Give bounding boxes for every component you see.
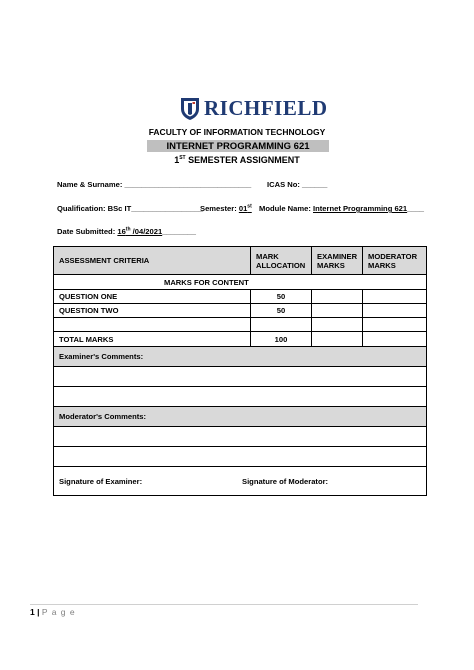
table-row (54, 290, 427, 304)
examiner-comments-line[interactable] (54, 387, 427, 407)
semester-suffix: ST (179, 155, 186, 161)
page-number: 1 (30, 607, 35, 617)
question-two-moderator-cell[interactable] (363, 304, 427, 318)
semester-assignment-text: SEMESTER ASSIGNMENT (185, 155, 300, 165)
logo-text: RICHFIELD (204, 96, 328, 120)
semester-label: Semester: (200, 204, 239, 213)
moderator-comments-input[interactable] (54, 447, 427, 467)
page-word: P a g e (41, 607, 76, 617)
table-row (54, 304, 427, 318)
question-one-marks: 50 (251, 290, 312, 304)
page-footer (30, 607, 76, 617)
moderator-comments-input[interactable] (54, 427, 427, 447)
module-title-bar (147, 140, 329, 152)
examiner-comments-line[interactable] (54, 367, 427, 387)
examiner-comments-header-row (54, 347, 427, 367)
footer-divider (30, 604, 418, 605)
header-examiner-marks: EXAMINER MARKS (312, 247, 363, 275)
shield-icon (180, 97, 200, 121)
blank-cell[interactable] (363, 318, 427, 332)
question-one-examiner-cell[interactable] (312, 290, 363, 304)
date-trail: ________ (162, 227, 196, 236)
examiner-signature-label: Signature of Examiner: (59, 477, 143, 486)
semester-assignment-title (0, 155, 474, 165)
module-title: INTERNET PROGRAMMING 621 (166, 140, 310, 152)
question-one-label: QUESTION ONE (54, 290, 251, 304)
icas-number-field[interactable]: ICAS No: ______ (267, 180, 328, 189)
question-two-label: QUESTION TWO (54, 304, 251, 318)
header-moderator-marks: MODERATOR MARKS (363, 247, 427, 275)
question-one-moderator-cell[interactable] (363, 290, 427, 304)
module-name-trail: ____ (407, 204, 425, 213)
moderator-signature-label: Signature of Moderator: (242, 477, 329, 486)
assessment-table (53, 246, 427, 496)
total-moderator-cell[interactable] (363, 332, 427, 347)
examiner-comments-input[interactable] (54, 367, 427, 387)
faculty-title: FACULTY OF INFORMATION TECHNOLOGY (148, 127, 326, 137)
moderator-comments-line[interactable] (54, 447, 427, 467)
section-row (54, 275, 427, 290)
richfield-logo (180, 96, 328, 121)
date-submitted-field[interactable] (57, 227, 196, 236)
module-name-field[interactable] (259, 204, 424, 213)
header-assessment-criteria: ASSESSMENT CRITERIA (54, 247, 251, 275)
date-value: 16th /04/2021 (117, 226, 163, 236)
blank-cell[interactable] (312, 318, 363, 332)
name-surname-field[interactable]: Name & Surname: ______________________________ (57, 180, 252, 189)
footer-separator: | (34, 607, 42, 617)
moderator-comments-label: Moderator's Comments: (54, 407, 427, 427)
marks-for-content-heading: MARKS FOR CONTENT (54, 275, 427, 290)
total-examiner-cell[interactable] (312, 332, 363, 347)
date-label: Date Submitted: (57, 227, 118, 236)
semester-value: 01st (238, 203, 252, 213)
module-name-value: Internet Programming 621 (313, 204, 408, 213)
table-header-row (54, 247, 427, 275)
qualification-field[interactable]: Qualification: BSc IT_________________ (57, 204, 204, 213)
moderator-comments-header-row (54, 407, 427, 427)
blank-row (54, 318, 427, 332)
header-mark-allocation: MARK ALLOCATION (251, 247, 312, 275)
signature-cell[interactable] (54, 467, 427, 496)
examiner-comments-label: Examiner's Comments: (54, 347, 427, 367)
question-two-marks: 50 (251, 304, 312, 318)
module-name-label: Module Name: (259, 204, 314, 213)
total-marks-label: TOTAL MARKS (54, 332, 251, 347)
signature-row (54, 467, 427, 496)
semester-field[interactable] (200, 204, 252, 213)
semester-number: 1 (174, 155, 180, 165)
question-two-examiner-cell[interactable] (312, 304, 363, 318)
blank-cell (54, 318, 251, 332)
total-row (54, 332, 427, 347)
examiner-comments-input[interactable] (54, 387, 427, 407)
blank-cell (251, 318, 312, 332)
total-marks-value: 100 (251, 332, 312, 347)
moderator-comments-line[interactable] (54, 427, 427, 447)
